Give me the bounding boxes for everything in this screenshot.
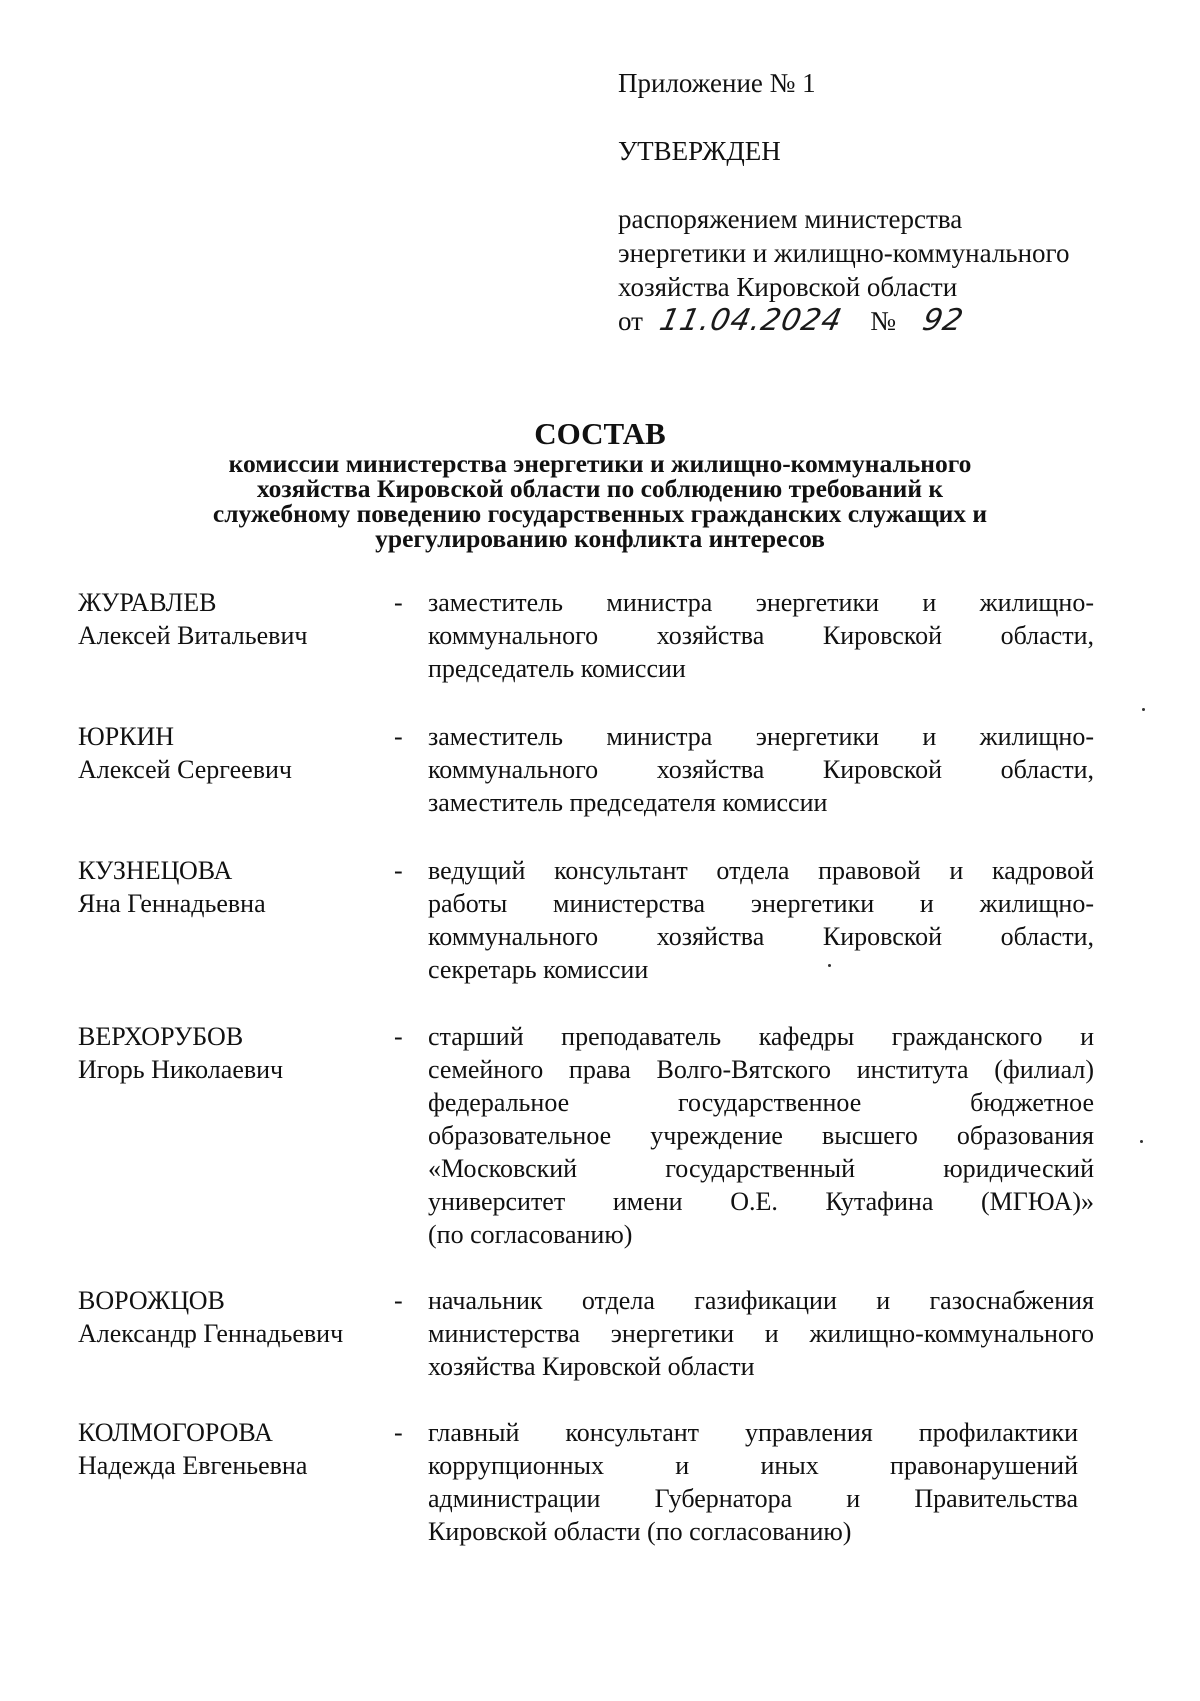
role-line: коммунального хозяйства Кировской области,	[428, 755, 1094, 784]
role-line: председатель комиссии	[428, 654, 686, 683]
member-surname: ЖУРАВЛЕВ	[78, 588, 217, 617]
member-given-names: Надежда Евгеньевна	[78, 1451, 308, 1480]
number-sign: №	[870, 306, 896, 336]
subtitle-line: служебному поведению государственных гражданских служащих и	[212, 499, 988, 528]
member-role	[428, 720, 1094, 819]
document-title: СОСТАВ	[534, 416, 666, 451]
member-dash: -	[394, 722, 403, 751]
role-line: коррупционных и иных правонарушений	[428, 1451, 1078, 1480]
order-line: хозяйства Кировской области	[618, 272, 958, 302]
member-dash: -	[394, 1286, 403, 1315]
member-given-names: Алексей Сергеевич	[78, 755, 292, 784]
member-name	[78, 1284, 398, 1350]
member-name	[78, 854, 398, 920]
scan-speck	[828, 964, 831, 967]
role-line: главный консультант управления профилактики	[428, 1418, 1078, 1447]
role-line: хозяйства Кировской области	[428, 1352, 755, 1381]
member-role	[428, 586, 1094, 685]
role-line: Кировской области (по согласованию)	[428, 1517, 852, 1546]
role-line: федеральное государственное бюджетное	[428, 1088, 1094, 1117]
member-dash: -	[394, 588, 403, 617]
member-surname: ВЕРХОРУБОВ	[78, 1022, 244, 1051]
role-line: заместитель министра энергетики и жилищно-	[428, 722, 1094, 751]
member-dash: -	[394, 1418, 403, 1447]
member-dash: -	[394, 856, 403, 885]
member-given-names: Александр Геннадьевич	[78, 1319, 344, 1348]
role-line: коммунального хозяйства Кировской области,	[428, 922, 1094, 951]
member-name	[78, 720, 398, 786]
member-surname: ВОРОЖЦОВ	[78, 1286, 225, 1315]
order-reference	[618, 202, 1138, 344]
member-name	[78, 1416, 398, 1482]
member-given-names: Алексей Витальевич	[78, 621, 308, 650]
document-heading	[80, 417, 1120, 551]
approved-label: УТВЕРЖДЕН	[618, 136, 781, 166]
role-line: работы министерства энергетики и жилищно-	[428, 889, 1094, 918]
member-surname: КУЗНЕЦОВА	[78, 856, 233, 885]
member-role	[428, 1020, 1094, 1251]
order-line: энергетики и жилищно-коммунального	[618, 238, 1070, 268]
role-line: коммунального хозяйства Кировской области,	[428, 621, 1094, 650]
member-name	[78, 1020, 398, 1086]
order-line: распоряжением министерства	[618, 204, 963, 234]
role-line: заместитель председателя комиссии	[428, 788, 828, 817]
handwritten-date: 11.04.2024	[656, 303, 846, 338]
date-prefix: от	[618, 306, 643, 336]
role-line: семейного права Волго-Вятского института (филиал)	[428, 1055, 1094, 1084]
annex-label: Приложение № 1	[618, 68, 816, 98]
subtitle-line: хозяйства Кировской области по соблюдению требований к	[256, 474, 944, 503]
member-given-names: Игорь Николаевич	[78, 1055, 284, 1084]
member-given-names: Яна Геннадьевна	[78, 889, 266, 918]
member-surname: ЮРКИН	[78, 722, 175, 751]
handwritten-number: 92	[919, 303, 967, 338]
subtitle-line: урегулированию конфликта интересов	[375, 524, 825, 553]
member-role	[428, 1416, 1078, 1548]
role-line: «Московский государственный юридический	[428, 1154, 1094, 1183]
scan-speck	[1142, 708, 1145, 711]
role-line: заместитель министра энергетики и жилищно-	[428, 588, 1094, 617]
role-line: образовательное учреждение высшего образования	[428, 1121, 1094, 1150]
scan-speck	[1140, 1140, 1143, 1143]
subtitle-line: комиссии министерства энергетики и жилищно-коммунального	[228, 449, 972, 478]
member-role	[428, 1284, 1094, 1383]
approval-block	[618, 66, 1138, 344]
role-line: секретарь комиссии	[428, 955, 649, 984]
role-line: администрации Губернатора и Правительства	[428, 1484, 1078, 1513]
role-line: ведущий консультант отдела правовой и кадровой	[428, 856, 1094, 885]
role-line: старший преподаватель кафедры гражданского и	[428, 1022, 1094, 1051]
role-line: (по согласованию)	[428, 1220, 633, 1249]
role-line: университет имени О.Е. Кутафина (МГЮА)»	[428, 1187, 1094, 1216]
member-dash: -	[394, 1022, 403, 1051]
member-role	[428, 854, 1094, 986]
role-line: начальник отдела газификации и газоснабжения	[428, 1286, 1094, 1315]
role-line: министерства энергетики и жилищно-коммунального	[428, 1319, 1094, 1348]
member-name	[78, 586, 398, 652]
member-surname: КОЛМОГОРОВА	[78, 1418, 273, 1447]
order-date-line	[618, 304, 1138, 344]
